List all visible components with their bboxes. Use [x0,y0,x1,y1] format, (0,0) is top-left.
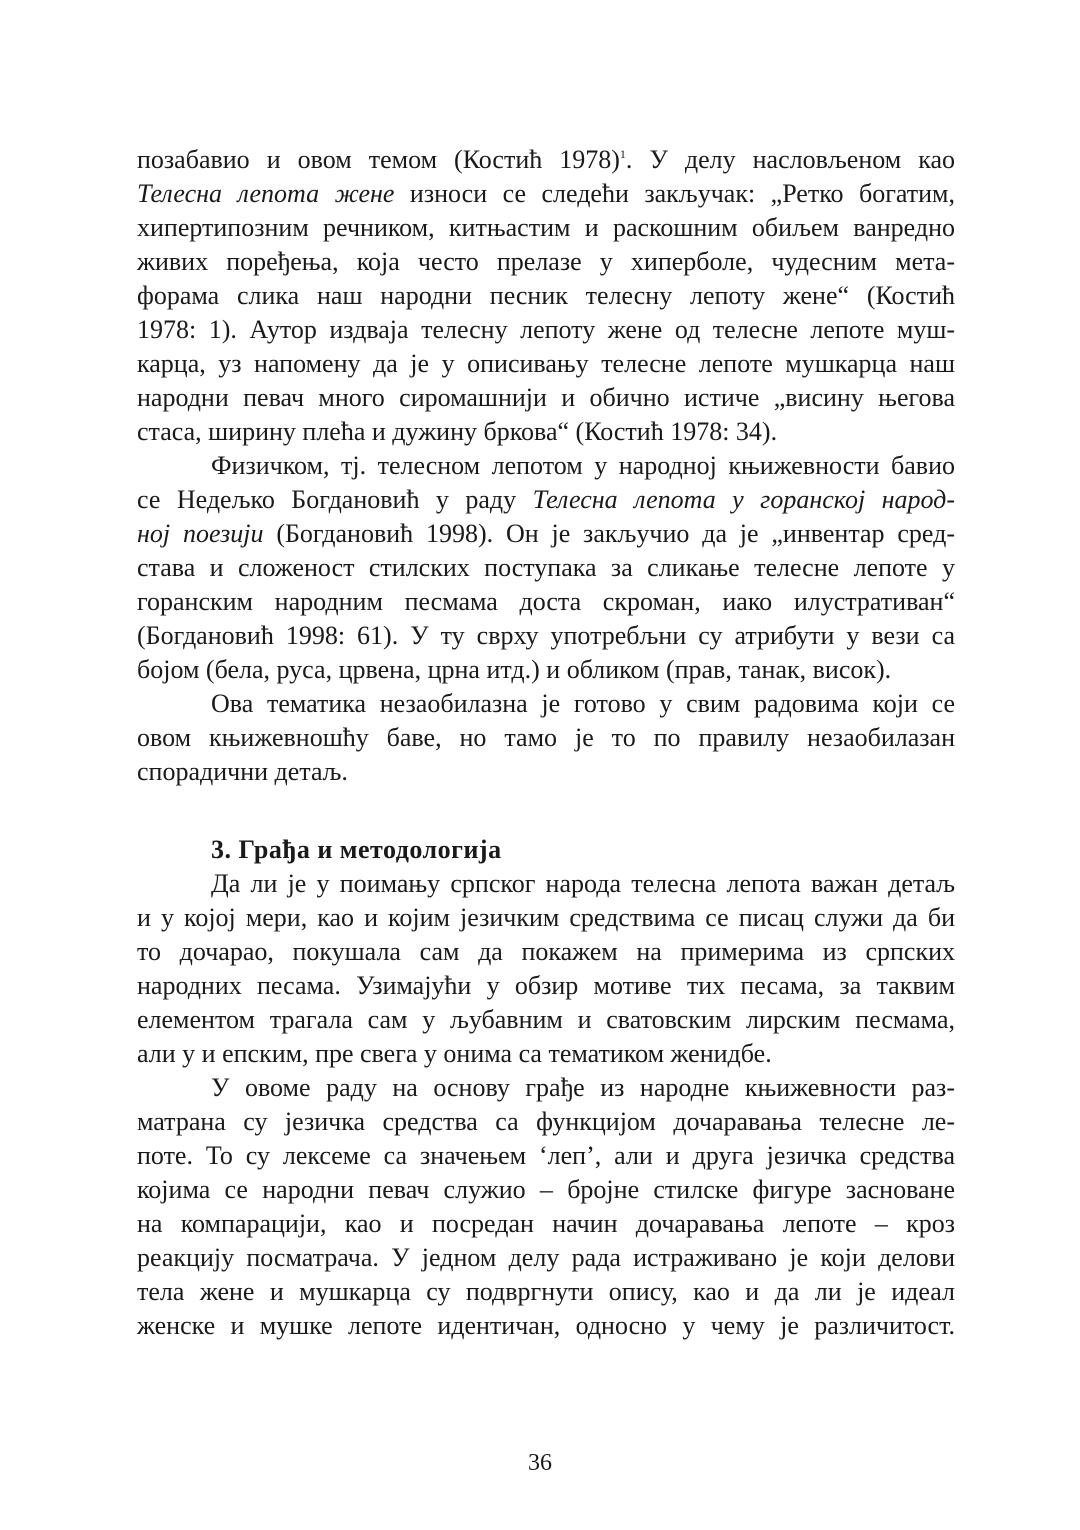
page-body [137,143,955,1343]
text-line: Да ли је у поимању српског народа телесна лепота важан детаљ [211,869,955,898]
text-line: У овоме раду на основу грађе из народне књижевности раз- [211,1073,955,1102]
text-line: овом књижевношћу баве, но тамо је то по правилу незаобилазан [137,723,955,752]
text-line: горанским народним песмама доста скроман, иако илустративан“ [137,587,955,616]
text-line: форама слика наш народни песник телесну лепоту жене“ (Костић [137,281,955,310]
text-line: живих поређења, која често прелазе у хиперболе, чудесним мета- [137,247,955,276]
paragraph-3 [137,687,955,789]
text-line: народних песама. Узимајући у обзир мотиве тих песама, за таквим [137,971,955,1000]
text-line: ној поезији (Богдановић 1998). Он је закључио да је „инвентар сред- [137,519,955,548]
text-line: народни певач много сиромашнији и обично истиче „висину његова [137,383,955,412]
paragraph-1 [137,143,955,449]
text-line: то дочарао, покушала сам да покажем на примерима из српских [137,937,955,966]
text-line: женске и мушке лепоте идентичан, односно у чему је различитост. [137,1311,955,1340]
paragraph-2 [137,449,955,687]
text-line: на компарацији, као и посредан начин дочаравања лепоте – кроз [137,1209,955,1238]
text-line: 1978: 1). Аутор издваја телесну лепоту жене од телесне лепоте муш- [137,315,955,344]
text-line: бојом (бела, руса, црвена, црна итд.) и обликом (прав, танак, висок). [137,655,892,684]
text-line: којима се народни певач служио – бројне стилске фигуре засноване [137,1175,955,1204]
text-line: тела жене и мушкарца су подвргнути опису, као и да ли је идеал [137,1277,955,1306]
text-line: реакцију посматрача. У једном делу рада истраживано је који делови [137,1243,955,1272]
text-line: спорадични детаљ. [137,757,348,786]
text-line: карца, уз напомену да је у описивању телесне лепоте мушкарца наш [137,349,955,378]
text-line: Ова тематика незаобилазна је готово у свим радовима који се [211,689,955,718]
text-line: поте. То су лексеме са значењем ‘леп’, али и друга језичка средства [137,1141,955,1170]
italic-title: Телесна лепота у горанској народ- [532,485,955,514]
text-line: става и сложеност стилских поступака за сликање телесне лепоте у [137,553,955,582]
text-line: Физичком, тј. телесном лепотом у народној књижевности бавио [211,451,955,480]
text-line: стаса, ширину плећа и дужину бркова“ (Костић 1978: 34). [137,417,778,446]
italic-title: Телесна лепота жене [137,179,395,208]
section-heading: 3. Грађа и методологија [211,835,502,864]
text-line: и у којој мери, као и којим језичким средствима се писац служи да би [137,903,955,932]
text-line: (Богдановић 1998: 61). У ту сврху употребљни су атрибути у вези са [137,621,955,650]
text-line: елементом трагала сам у љубавним и сватовским лирским песмама, [137,1005,955,1034]
italic-title: ној поезији [137,519,264,548]
text-line: матрана су језичка средства са функцијом дочаравања телесне ле- [137,1107,955,1136]
section-spacer [137,789,955,833]
paragraph-4 [137,867,955,1071]
text-line: се Недељко Богдановић у раду Телесна лепота у горанској народ- [137,485,955,514]
footnote-marker[interactable]: 1 [619,147,626,161]
text-line: хипертипозним речником, китњастим и раскошним обиљем ванредно [137,213,955,242]
page-number: 36 [528,1450,552,1476]
text-line: позабавио и овом темом (Костић 1978)$^1$. У делу насловљеном као [137,145,956,174]
text-line: али у и епским, пре свега у онима са тематиком женидбе. [137,1039,772,1068]
paragraph-5 [137,1071,955,1343]
text-line: Телесна лепота жене износи се следећи закључак: „Ретко богатим, [137,179,955,208]
